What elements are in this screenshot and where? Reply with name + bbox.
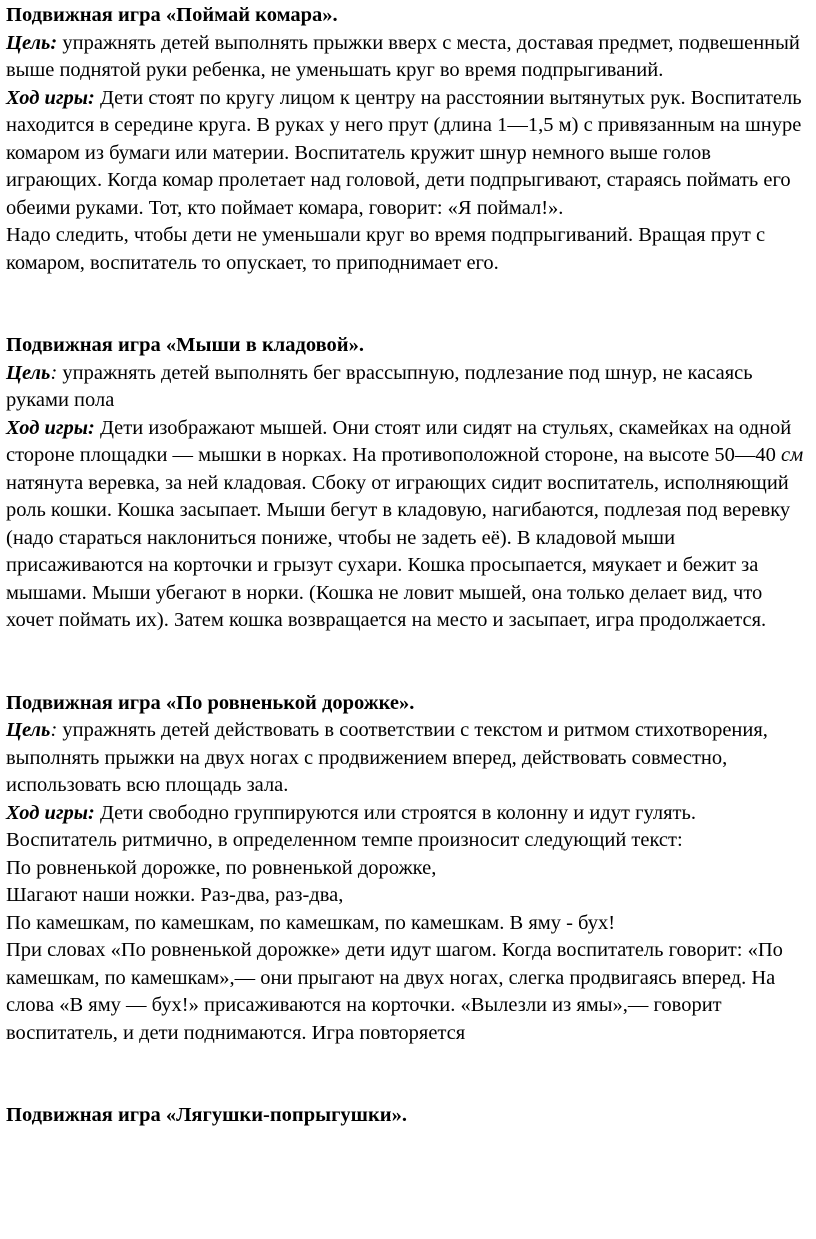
game-goal (6, 360, 810, 415)
goal-label-colon: : (50, 719, 58, 741)
game-mice-pantry (6, 332, 810, 635)
course-label: Ход игры: (6, 86, 95, 109)
course-label: Ход игры: (6, 801, 95, 824)
game-course (6, 415, 810, 635)
game-title: Подвижная игра «Мыши в кладовой». (6, 334, 364, 356)
goal-label-colon: : (50, 361, 58, 384)
course-text-part-2: натянута веревка, за ней кладовая. Сбоку от играющих сидит воспитатель, исполняющий роль кошки. Кошка засыпает. Мыши бегут в кладовую, нагибаются, подлезая под веревку (надо стараться наклониться пониже, чтобы не задеть её). В кладовой мыши присаживаются на корточки и грызут сухари. Кошка просыпается, мяукает и бежит за мышами. Мыши убегают в норки. (Кошка не ловит мышей, она только делает вид, что хочет поймать их). Затем кошка возвращается на место и засыпает, игра продолжается. (6, 471, 791, 631)
game-smooth-path (6, 690, 810, 1048)
game-catch-mosquito (6, 2, 810, 277)
goal-text: упражнять детей действовать в соответствии с текстом и ритмом стихотворения, выполнять прыжки на двух ногах с продвижением вперед, действовать совместно, использовать всю площадь зала. (6, 719, 768, 796)
game-course (6, 800, 810, 855)
verse-line-2: Шагают наши ножки. Раз-два, раз-два, (6, 884, 344, 906)
game-note: При словах «По ровненькой дорожке» дети идут шагом. Когда воспитатель говорит: «По камешкам, по камешкам»,— они прыгают на двух ногах, слегка продвигаясь вперед. На слова «В яму — бух!» присаживаются на корточки. «Вылезли из ямы»,— говорит воспитатель, и дети поднимаются. Игра повторяется (6, 939, 783, 1044)
game-note: Надо следить, чтобы дети не уменьшали круг во время подпрыгиваний. Вращая прут с комаром, воспитатель то опускает, то приподнимает его. (6, 224, 766, 274)
game-title: Подвижная игра «По ровненькой дорожке». (6, 691, 415, 714)
game-title: Подвижная игра «Лягушки-попрыгушки». (6, 1104, 407, 1126)
verse-line-1: По ровненькой дорожке, по ровненькой дорожке, (6, 856, 437, 879)
course-label: Ход игры: (6, 416, 95, 439)
course-text: Дети свободно группируются или строятся в колонну и идут гулять. Воспитатель ритмично, в определенном темпе произносит следующий текст: (6, 801, 696, 851)
goal-label: Цель (6, 361, 51, 384)
game-goal (6, 30, 810, 85)
goal-text: упражнять детей выполнять прыжки вверх с места, доставая предмет, подвешенный выше поднятой руки ребенка, не уменьшать круг во время подпрыгиваний. (6, 31, 800, 81)
goal-label: Цель: (6, 31, 58, 54)
verse-line-3: По камешкам, по камешкам, по камешкам, по камешкам. В яму - бух! (6, 911, 616, 934)
course-unit: см (781, 444, 804, 466)
goal-label: Цель (6, 719, 51, 741)
game-title: Подвижная игра «Поймай комара». (6, 4, 338, 26)
game-goal (6, 717, 810, 800)
course-text-part-1: Дети изображают мышей. Они стоят или сидят на стульях, скамейках на одной стороне площадки — мышки в норках. На противоположной стороне, на высоте 50—40 (6, 416, 792, 466)
game-course (6, 85, 810, 223)
course-text: Дети стоят по кругу лицом к центру на расстоянии вытянутых рук. Воспитатель находится в середине круга. В руках у него прут (длина 1—1,5 м) с привязанным на шнуре комаром из бумаги или материи. Воспитатель кружит шнур немного выше голов играющих. Когда комар пролетает над головой, дети подпрыгивают, стараясь поймать его обеими руками. Тот, кто поймает комара, говорит: «Я поймал!». (6, 86, 802, 219)
game-frogs (6, 1102, 810, 1130)
goal-text: упражнять детей выполнять бег врассыпную, подлезание под шнур, не касаясь руками пола (6, 361, 753, 411)
